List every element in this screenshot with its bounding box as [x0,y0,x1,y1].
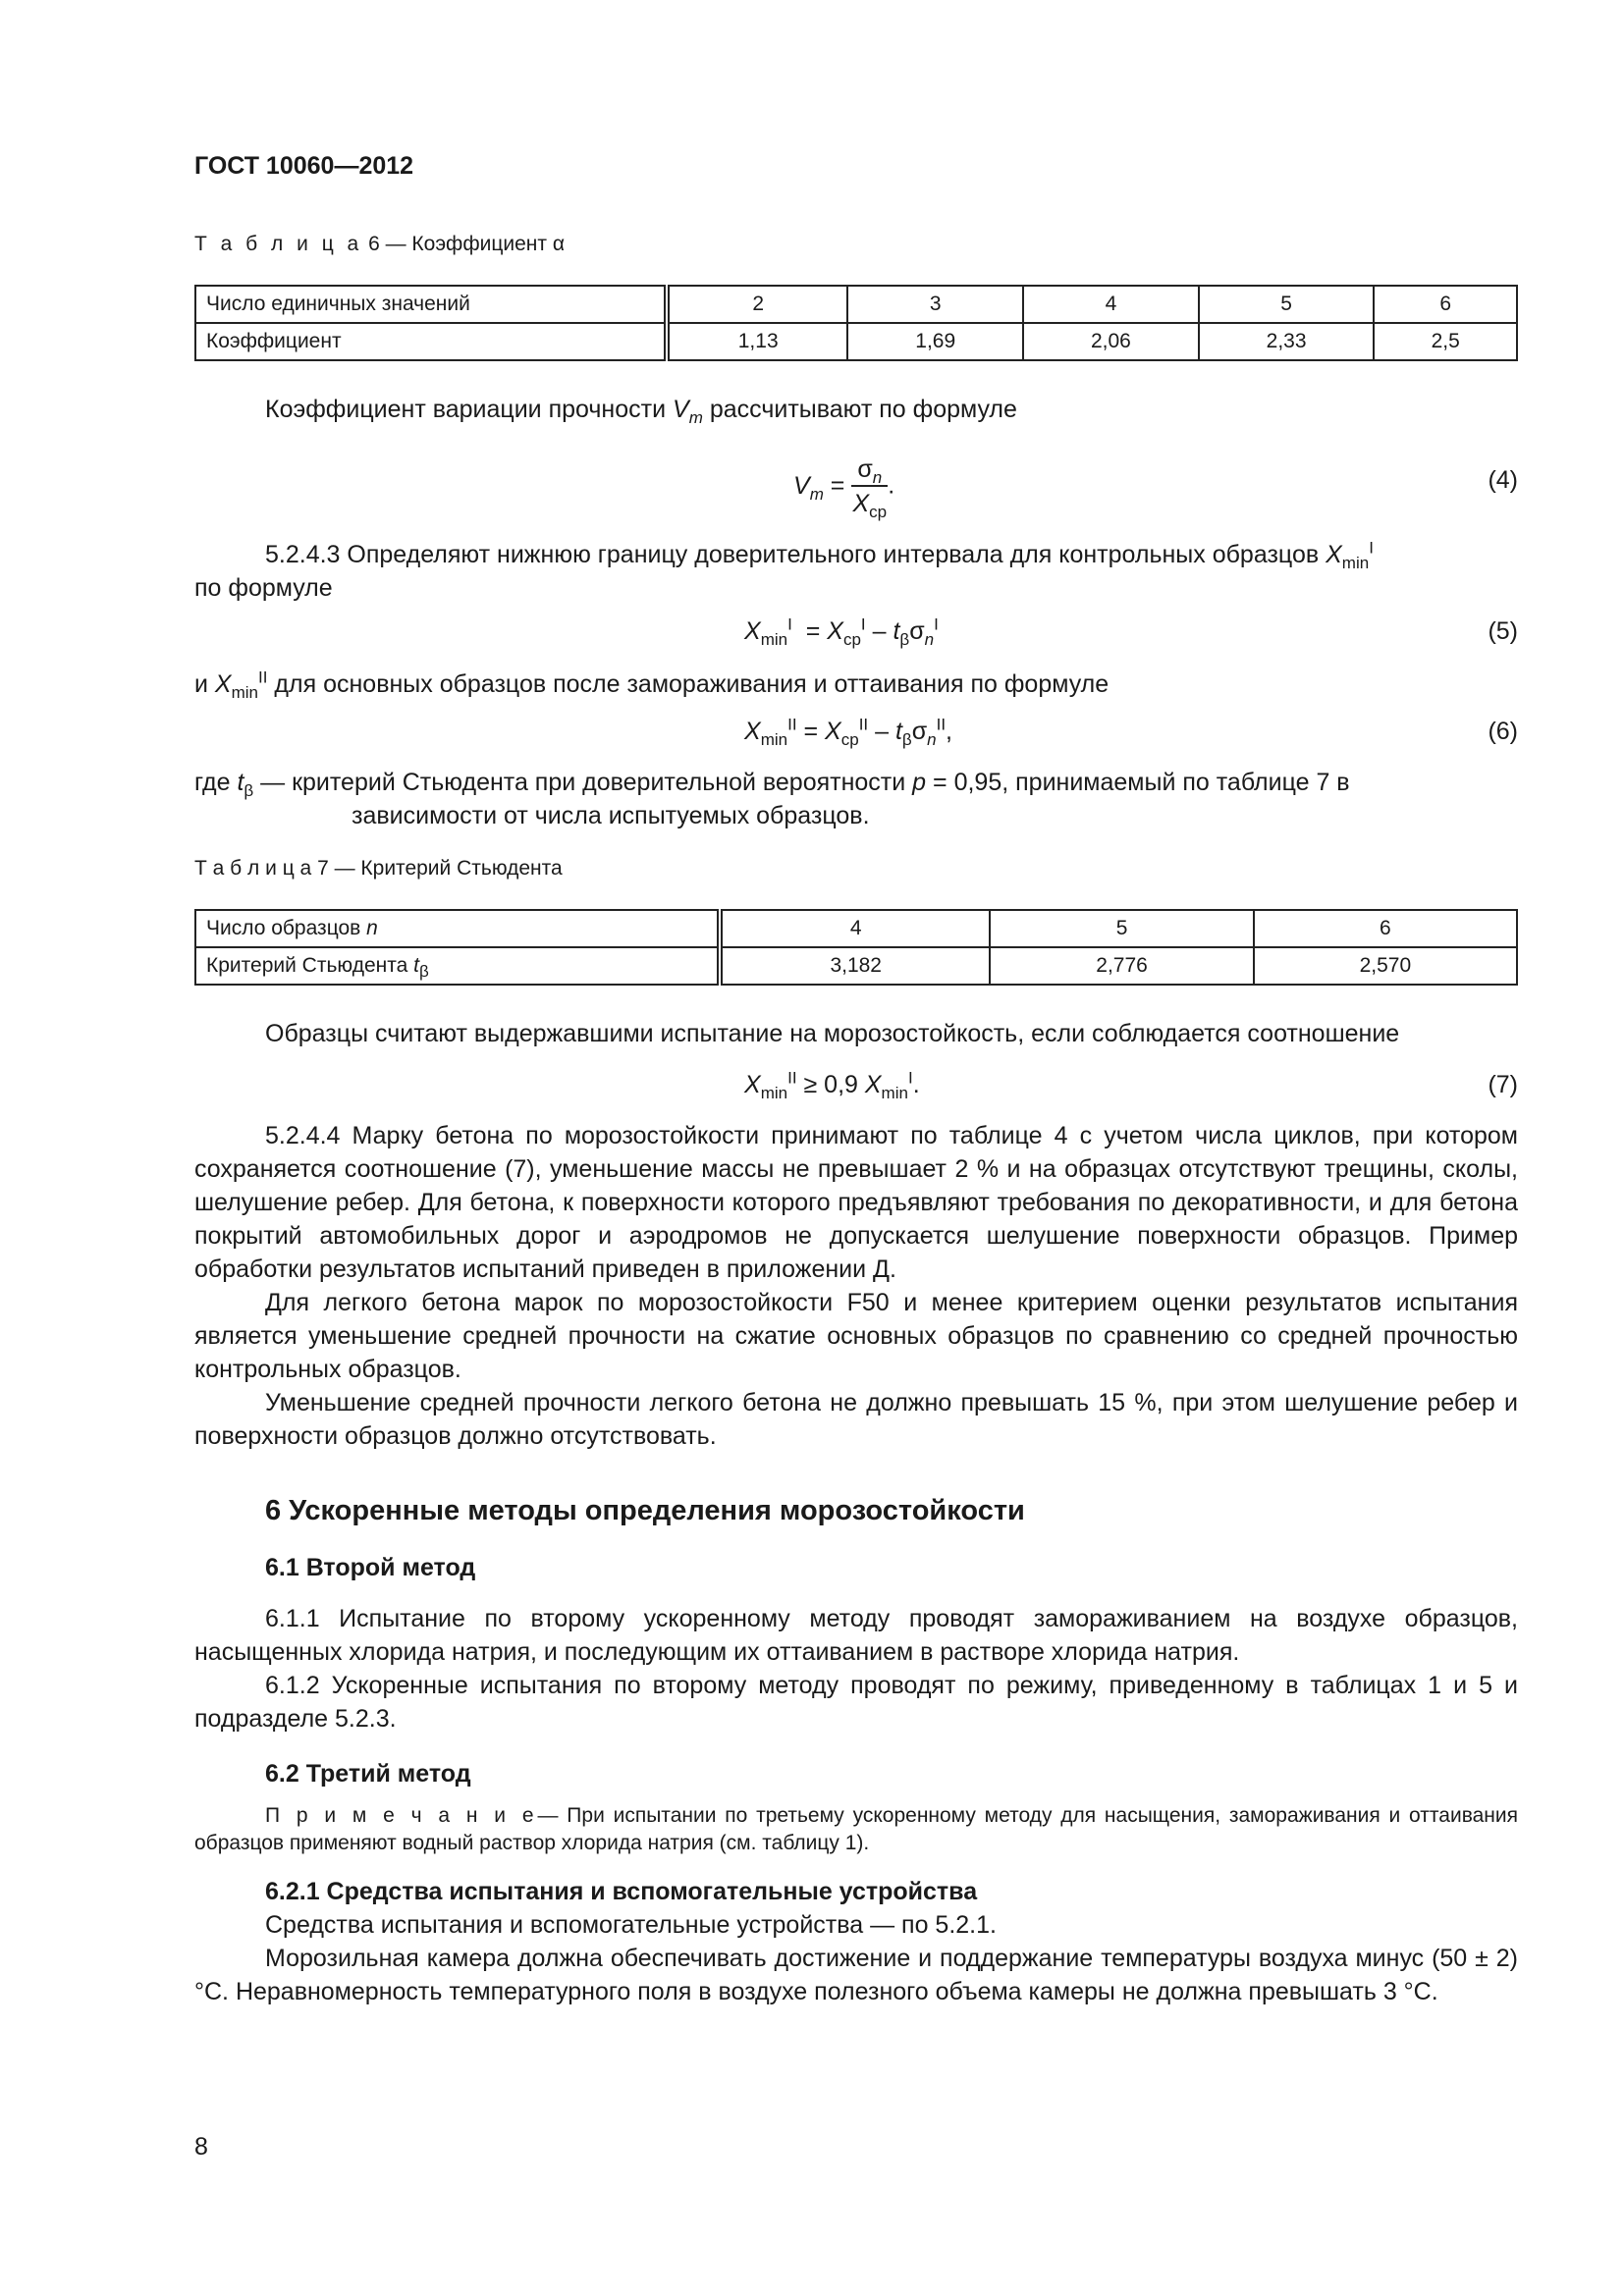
page-number: 8 [194,2133,208,2161]
formula-7-number: (7) [1488,1071,1518,1098]
table-cell: 6 [1254,910,1517,947]
section-6-2-heading: 6.2 Третий метод [265,1760,471,1788]
paragraph-5-2-4-4: 5.2.4.4 Марку бетона по морозостойкости принимают по таблице 4 с учетом числа циклов, при котором сохраняется соотношение (7), уменьшение массы не превышает 2 % и на образцах отсутствуют трещины, сколы, шелушение ребер. Для бетона, к поверхности которого предъявляют требования по декоративности, и для бетона покрытий автомобильных дорог и аэродромов не допускается шелушение поверхности образцов. Пример обработки результатов испытаний приведен в приложении Д. [194,1122,1518,1283]
paragraph-6-2-1b: Морозильная камера должна обеспечивать достижение и поддержание температуры воздуха минус (50 ± 2) °С. Неравномерность температурного поля в воздухе полезного объема камеры не должна превышать 3 °С. [194,1945,1518,2005]
table6 [194,285,1518,361]
table-cell: 2,776 [990,947,1253,985]
paragraph-light-concrete: Для легкого бетона марок по морозостойкости F50 и менее критерием оценки результатов испытания является уменьшение средней прочности на сжатие основных образцов по сравнению со средней прочностью контрольных образцов. [194,1289,1518,1383]
table7 [194,909,1518,986]
paragraph-and: и $X_{min}^{II}$ для основных образцов после замораживания и оттаивания по формуле [194,667,1110,702]
table6-row2-label: Коэффициент [195,323,667,360]
paragraph-6-1-2: 6.1.2 Ускоренные испытания по второму методу проводят по режиму, приведенному в таблицах 1 и 5 и подразделе 5.2.3. [194,1672,1518,1733]
paragraph-reduction: Уменьшение средней прочности легкого бетона не должно превышать 15 %, при этом шелушение ребер и поверхности образцов должно отсутствовать. [194,1389,1518,1450]
formula-4-number: (4) [1488,466,1518,494]
table7-row2-label: Критерий Стьюдента $t_\beta$ [195,947,720,985]
table-cell: 4 [1023,286,1199,323]
formula-4: $V_m$ = $\frac{\sigma_n}{X_{ср}}$ . (4) [793,455,1518,521]
table-cell: 3,182 [720,947,990,985]
paragraph-where: где $t_\beta$ — критерий Стьюдента при доверительной вероятности p = 0,95, принимаемый по таблице 7 в зависимости от числа испытуемых образцов. [194,769,1350,829]
section-6-heading: 6 Ускоренные методы определения морозостойкости [265,1495,1025,1526]
table-row [195,286,1517,323]
table-cell: 4 [720,910,990,947]
table-cell: 5 [990,910,1253,947]
paragraph-5-2-4-3: 5.2.4.3 Определяют нижнюю границу доверительного интервала для контрольных образцов $X_{min}^I$ по формуле [194,538,1374,602]
paragraph-samples: Образцы считают выдержавшими испытание на морозостойкость, если соблюдается соотношение [265,1020,1400,1047]
formula-5-number: (5) [1488,617,1518,645]
table6-caption: Т а б л и ц а 6 — Коэффициент α [194,233,565,255]
table-row [195,910,1517,947]
table-row [195,323,1517,360]
table-cell: 2 [667,286,847,323]
table-cell: 5 [1199,286,1375,323]
formula-6: $X_{min}^{II} = X_{ср}^{II} - t_\beta\sigma_n^{II}$, (6) [744,715,1518,749]
note: П р и м е ч а н и е— При испытании по третьему ускоренному методу для насыщения, замораживания и оттаивания образцов применяют водный раствор хлорида натрия (см. таблицу 1). [194,1804,1518,1854]
formula-7: $X_{min}^{II} \ge 0,9$ $X_{min}^I$. (7) [744,1068,1518,1102]
table7-row1-label: Число образцов n [195,910,720,947]
table-cell: 1,13 [667,323,847,360]
paragraph-variation: Коэффициент вариации прочности $V_m$ рассчитывают по формуле [265,396,1017,427]
formula-5: $X_{min}^I = X_{ср}^I - t_\beta\sigma_n^I$ (5) [744,614,1518,649]
table7-caption: Т а б л и ц а 7 — Критерий Стьюдента [194,857,563,880]
table-cell: 6 [1374,286,1517,323]
paragraph-6-1-1: 6.1.1 Испытание по второму ускоренному методу проводят замораживанием на воздухе образцов, насыщенных хлорида натрия, и последующим их оттаиванием в растворе хлорида натрия. [194,1605,1518,1666]
table-cell: 2,06 [1023,323,1199,360]
table-cell: 2,570 [1254,947,1517,985]
table-cell: 3 [847,286,1023,323]
table-row [195,947,1517,985]
formula-6-number: (6) [1488,718,1518,745]
section-6-2-1-heading: 6.2.1 Средства испытания и вспомогательные устройства [265,1878,978,1905]
paragraph-6-2-1a: Средства испытания и вспомогательные устройства — по 5.2.1. [265,1911,997,1939]
document-header: ГОСТ 10060—2012 [194,152,414,180]
table-cell: 2,33 [1199,323,1375,360]
table-cell: 1,69 [847,323,1023,360]
table-cell: 2,5 [1374,323,1517,360]
table6-row1-label: Число единичных значений [195,286,667,323]
section-6-1-heading: 6.1 Второй метод [265,1554,476,1581]
